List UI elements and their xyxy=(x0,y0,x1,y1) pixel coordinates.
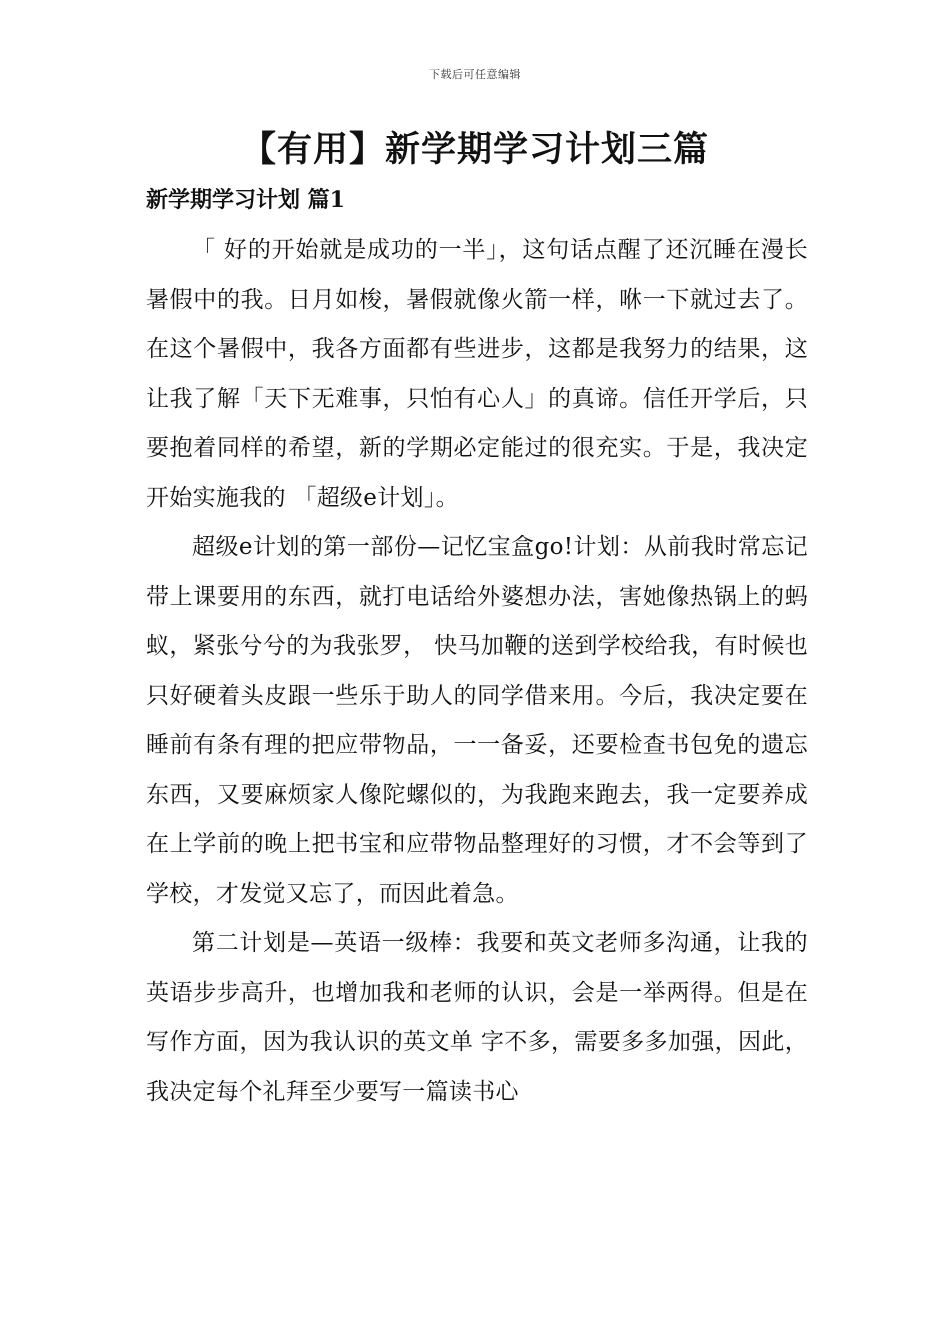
paragraph: 第二计划是—英语一级棒：我要和英文老师多沟通，让我的英语步步高升，也增加我和老师的认识，会是一举两得。但是在写作方面，因为我认识的英文单 字不多，需要多多加强，因此，我决定每个礼拜至少要写一篇读书心 xyxy=(146,930,808,1105)
document-title: 【有用】新学期学习计划三篇 xyxy=(240,130,709,170)
body-text xyxy=(146,226,808,1117)
section-heading: 新学期学习计划 篇1 xyxy=(146,187,345,213)
paragraph: 「 好的开始就是成功的一半」，这句话点醒了还沉睡在漫长暑假中的我。日月如梭，暑假就像火箭一样，咻一下就过去了。在这个暑假中，我各方面都有些进步，这都是我努力的结果，这让我了解「天下无难事，只怕有心人」的真谛。信任开学后，只要抱着同样的希望，新的学期必定能过的很充实。于是，我决定开始实施我的 「超级e计划」。 xyxy=(146,237,808,511)
header-note: 下载后可任意编辑 xyxy=(429,68,521,81)
paragraph: 超级e计划的第一部份—记忆宝盒go!计划：从前我时常忘记带上课要用的东西，就打电话给外婆想办法，害她像热锅上的蚂蚁，紧张兮兮的为我张罗， 快马加鞭的送到学校给我，有时候也只好硬着头皮跟一些乐于助人的同学借来用。今后，我决定要在睡前有条有理的把应带物品，一一备妥，还要检查书包免的遗忘 东西，又要麻烦家人像陀螺似的，为我跑来跑去，我一定要养成在上学前的晚上把书宝和应带物品整理好的习惯，才不会等到了学校，才发觉又忘了，而因此着急。 xyxy=(146,534,808,907)
